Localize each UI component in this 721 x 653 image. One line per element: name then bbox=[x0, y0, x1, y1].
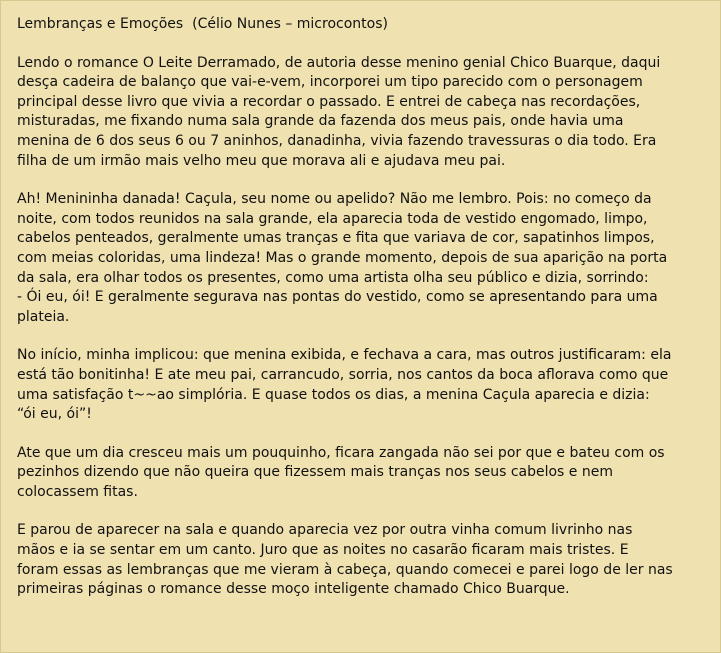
text-line: misturadas, me fixando numa sala grande da fazenda dos meus pais, onde havia uma bbox=[17, 113, 624, 130]
text-line: filha de um irmão mais velho meu que morava ali e ajudava meu pai. bbox=[17, 152, 506, 169]
text-line: “ói eu, ói”! bbox=[17, 406, 92, 423]
text-line: principal desse livro que vivia a recordar o passado. E entrei de cabeça nas recordações, bbox=[17, 93, 641, 110]
document-body bbox=[17, 15, 707, 619]
text-line: foram essas as lembranças que me vieram à cabeça, quando comecei e parei logo de ler nas bbox=[17, 561, 673, 578]
text-line: Ate que um dia cresceu mais um pouquinho, ficara zangada não sei por que e bateu com os bbox=[17, 444, 665, 461]
text-line: noite, com todos reunidos na sala grande, ela aparecia toda de vestido engomado, limpo, bbox=[17, 210, 648, 227]
text-line: cabelos penteados, geralmente umas tranças e fita que variava de cor, sapatinhos limpos, bbox=[17, 230, 655, 247]
text-line: E parou de aparecer na sala e quando aparecia vez por outra vinha comum livrinho nas bbox=[17, 522, 633, 539]
paragraph-2 bbox=[17, 190, 707, 327]
text-line: - Ói eu, ói! E geralmente segurava nas pontas do vestido, como se apresentando para uma bbox=[17, 289, 658, 306]
text-line: mãos e ia se sentar em um canto. Juro que as noites no casarão ficaram mais tristes. E bbox=[17, 542, 629, 559]
text-line: menina de 6 dos seus 6 ou 7 aninhos, danadinha, vivia fazendo travessuras o dia todo. Era bbox=[17, 132, 657, 149]
text-line: No início, minha implicou: que menina exibida, e fechava a cara, mas outros justificaram: ela bbox=[17, 347, 672, 364]
document-title: Lembranças e Emoções (Célio Nunes – microcontos) bbox=[17, 16, 388, 32]
text-line: Lendo o romance O Leite Derramado, de autoria desse menino genial Chico Buarque, daqui bbox=[17, 54, 661, 71]
text-line: desça cadeira de balanço que vai-e-vem, incorporei um tipo parecido com o personagem bbox=[17, 74, 643, 91]
text-line: com meias coloridas, uma lindeza! Mas o grande momento, depois de sua aparição na porta bbox=[17, 249, 668, 266]
text-line: uma satisfação t~~ao simplória. E quase todos os dias, a menina Caçula aparecia e dizia: bbox=[17, 386, 650, 403]
paragraph-1 bbox=[17, 54, 707, 172]
text-line: da sala, era olhar todos os presentes, como uma artista olha seu público e dizia, sorrindo: bbox=[17, 269, 649, 286]
paragraph-5 bbox=[17, 521, 707, 599]
text-line: colocassem fitas. bbox=[17, 483, 138, 500]
text-line: Ah! Menininha danada! Caçula, seu nome ou apelido? Não me lembro. Pois: no começo da bbox=[17, 191, 652, 208]
text-line: pezinhos dizendo que não queira que fizessem mais tranças nos seus cabelos e nem bbox=[17, 464, 613, 481]
text-line: está tão bonitinha! E ate meu pai, carrancudo, sorria, nos cantos da boca aflorava como que bbox=[17, 366, 669, 383]
paragraph-4 bbox=[17, 444, 707, 503]
text-line: plateia. bbox=[17, 308, 70, 325]
text-line: primeiras páginas o romance desse moço inteligente chamado Chico Buarque. bbox=[17, 581, 570, 598]
paragraph-3 bbox=[17, 346, 707, 424]
